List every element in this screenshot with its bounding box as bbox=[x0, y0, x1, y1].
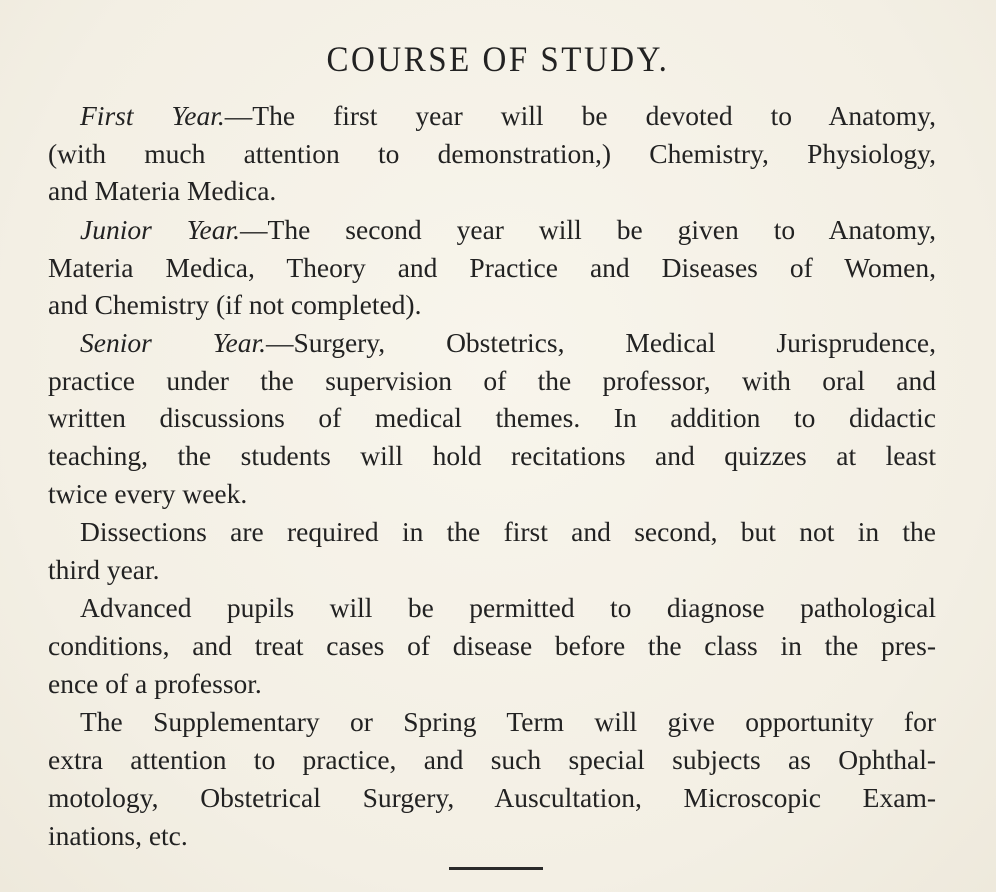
text-line: Junior Year.—The second year will be given to Anatomy, bbox=[80, 214, 937, 245]
section-heading-first-year: First Year. bbox=[80, 100, 225, 131]
text-line: inations, etc. bbox=[48, 820, 188, 851]
text-line: conditions, and treat cases of disease before the class in the pres- bbox=[48, 630, 936, 661]
section-heading-senior-year: Senior Year. bbox=[80, 327, 266, 358]
text-line: ence of a professor. bbox=[48, 668, 262, 699]
text-line: third year. bbox=[48, 554, 160, 585]
text-line: twice every week. bbox=[48, 478, 248, 509]
text-line: and Chemistry (if not completed). bbox=[48, 289, 422, 320]
page-title: COURSE OF STUDY. bbox=[326, 40, 670, 80]
text-line: practice under the supervision of the professor, with oral and bbox=[48, 365, 936, 396]
text-line: motology, Obstetrical Surgery, Auscultation, Microscopic Exam- bbox=[48, 782, 936, 813]
section-heading-junior-year: Junior Year. bbox=[80, 214, 241, 245]
section-divider bbox=[449, 867, 543, 870]
text-line: (with much attention to demonstration,) Chemistry, Physiology, bbox=[48, 138, 936, 169]
text-line: The Supplementary or Spring Term will give opportunity for bbox=[80, 706, 936, 737]
text-line: First Year.—The first year will be devoted to Anatomy, bbox=[80, 100, 936, 131]
text-line: Senior Year.—Surgery, Obstetrics, Medical Jurisprudence, bbox=[80, 327, 936, 358]
text-line: Dissections are required in the first and second, but not in the bbox=[80, 516, 936, 547]
text-line: and Materia Medica. bbox=[48, 175, 277, 206]
text-line: extra attention to practice, and such special subjects as Ophthal- bbox=[48, 744, 936, 775]
text-line: written discussions of medical themes. In addition to didactic bbox=[48, 402, 936, 433]
text-line: teaching, the students will hold recitations and quizzes at least bbox=[48, 440, 936, 471]
text-line: Advanced pupils will be permitted to diagnose pathological bbox=[80, 592, 936, 623]
text-line: Materia Medica, Theory and Practice and Diseases of Women, bbox=[48, 252, 936, 283]
